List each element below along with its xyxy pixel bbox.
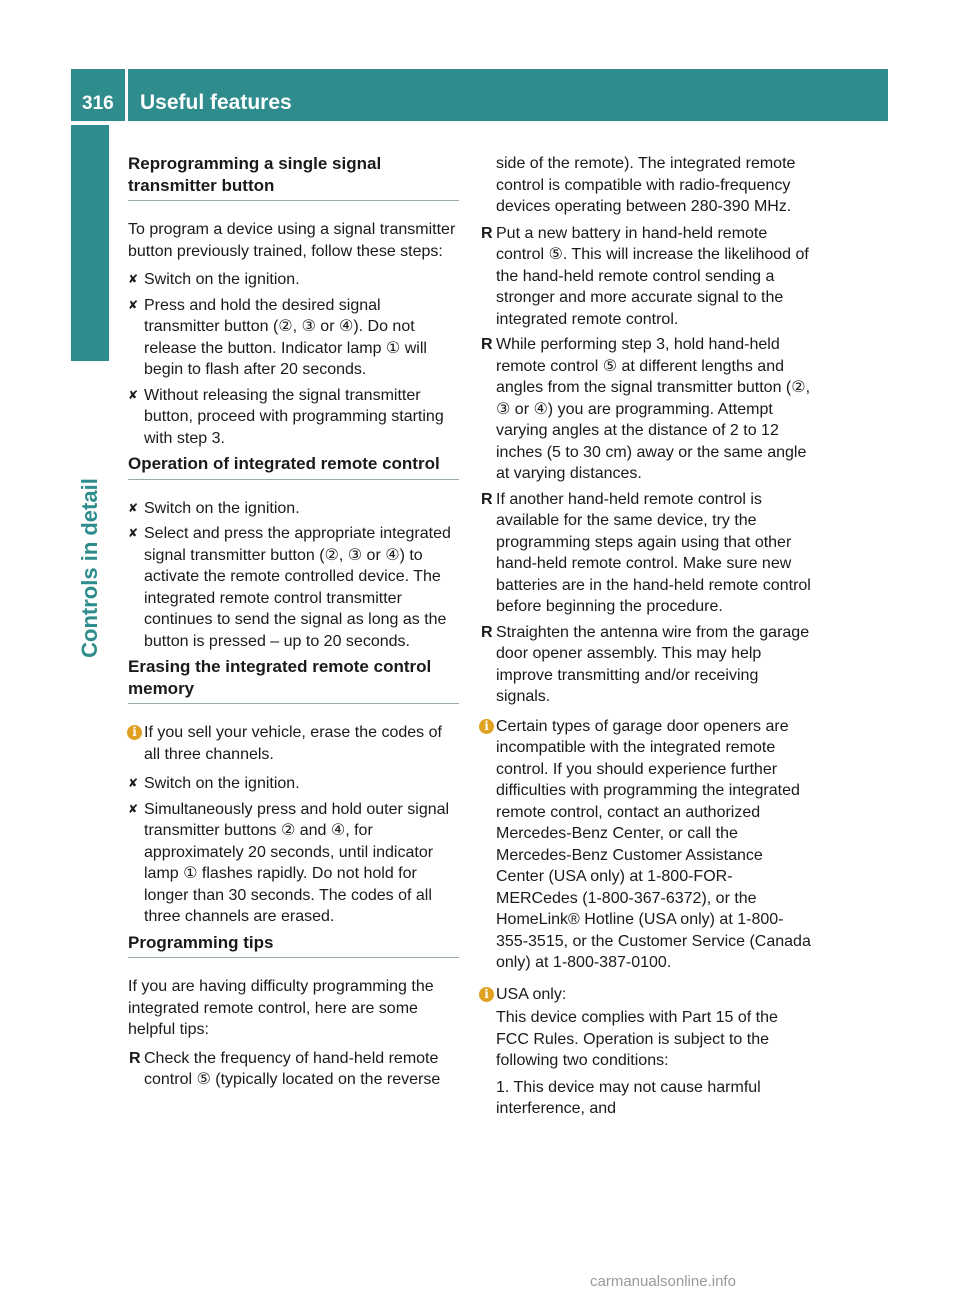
header-separator bbox=[125, 69, 128, 121]
step-arrow-icon: ✘ bbox=[128, 801, 139, 816]
info-icon: i bbox=[479, 719, 494, 734]
side-tab bbox=[71, 125, 109, 361]
step-arrow-icon: ✘ bbox=[128, 297, 139, 312]
tip-continued: side of the remote). The integrated remote control is compatible with radio-frequency devices operating between 280-390 MHz. bbox=[496, 155, 796, 215]
tip-item: R Check the frequency of hand-held remote control ⑤ (typically located on the reverse bbox=[129, 1049, 441, 1088]
side-label: Controls in detail bbox=[77, 478, 102, 658]
bullet-dot: R bbox=[481, 490, 493, 508]
info-note: i If you sell your vehicle, erase the codes of all three channels. bbox=[128, 722, 459, 765]
left-column bbox=[128, 153, 459, 1095]
step-item: ✘ Select and press the appropriate integrated signal transmitter button (②, ③ or ④) to activate the remote controlled device. The integrated remote control transmitter continues to send the signal as long as the button is pressed – up to 20 seconds. bbox=[128, 525, 451, 650]
step-item: ✘ Switch on the ignition. bbox=[128, 773, 459, 795]
bullet-dot: R bbox=[481, 336, 493, 353]
step-arrow-icon: ✘ bbox=[128, 526, 139, 540]
heading-erasing: Erasing the integrated remote control memory bbox=[128, 656, 459, 704]
info-usa-body: This device complies with Part 15 of the FCC Rules. Operation is subject to the following two conditions: bbox=[496, 1009, 778, 1069]
watermark: carmanualsonline.info bbox=[590, 1273, 736, 1290]
heading-operation: Operation of integrated remote control bbox=[128, 453, 459, 480]
step-item: ✘ Simultaneously press and hold outer signal transmitter buttons ② and ④, for approximately 20 seconds, until indicator lamp ① flashes rapidly. Do not hold for longer than 30 seconds. The codes of all three channels are erased. bbox=[128, 800, 450, 925]
step-arrow-icon: ✘ bbox=[128, 500, 139, 515]
bullet-dot: R bbox=[481, 623, 493, 641]
step-item: ✘ Switch on the ignition. bbox=[128, 269, 459, 291]
section-title: Useful features bbox=[140, 91, 292, 114]
bullet-dot: R bbox=[481, 224, 493, 242]
step-arrow-icon: ✘ bbox=[128, 387, 139, 402]
step-item: ✘ Without releasing the signal transmitter button, proceed with programming starting with step 3. bbox=[128, 386, 444, 447]
tip-item: R If another hand-held remote control is available for the same device, try the programming steps again using that other hand-held remote control. Make sure new batteries are in the hand-held remote control before beginning the procedure. bbox=[481, 490, 811, 615]
paragraph-tips: If you are having difficulty programming the integrated remote control, here are some helpful tips: bbox=[128, 978, 434, 1038]
step-item: ✘ Switch on the ignition. bbox=[128, 498, 459, 520]
step-item: ✘ Press and hold the desired signal transmitter button (②, ③ or ④). Do not release the button. Indicator lamp ① will begin to flash after 20 seconds. bbox=[128, 296, 427, 378]
tip-item: R While performing step 3, hold hand-held remote control ⑤ at different lengths and angles from the signal transmitter button (②, ③ or ④) you are programming. Attempt varying angles at the distance of 2 to 12 inches (5 to 30 cm) away or the same angle at varying distances. bbox=[481, 336, 811, 482]
right-column bbox=[480, 153, 813, 1125]
heading-programming-tips: Programming tips bbox=[128, 932, 459, 959]
tip-item: R Straighten the antenna wire from the garage door opener assembly. This may help improve transmitting and/or receiving signals. bbox=[481, 623, 810, 705]
info-icon: i bbox=[479, 987, 494, 1002]
info-usa-condition: 1. This device may not cause harmful interference, and bbox=[496, 1078, 761, 1117]
heading-reprogramming: Reprogramming a single signal transmitter button bbox=[128, 153, 459, 201]
info-note: i Certain types of garage door openers are incompatible with the integrated remote control. If you should experience further difficulties with programming the integrated remote control, contact an authorized Mercedes-Benz Center, or call the Mercedes-Benz Customer Assistance Center (USA only) at 1-800-FOR-MERCedes (1-800-367-6372), or the HomeLink® Hotline (USA only) at 1-800-355-3515, or the Customer Service (Canada only) at 1-800-387-0100. bbox=[480, 716, 813, 974]
page-number: 316 bbox=[82, 93, 114, 114]
step-arrow-icon: ✘ bbox=[128, 776, 139, 790]
step-arrow-icon: ✘ bbox=[128, 272, 139, 286]
paragraph-reprogramming: To program a device using a signal transmitter button previously trained, follow these steps: bbox=[128, 221, 456, 260]
info-icon: i bbox=[127, 725, 142, 740]
info-note: i USA only: bbox=[480, 984, 813, 1006]
bullet-dot: R bbox=[129, 1049, 141, 1067]
tip-item: R Put a new battery in hand-held remote control ⑤. This will increase the likelihood of the hand-held remote control sending a stronger and more accurate signal to the integrated remote control. bbox=[481, 224, 809, 328]
